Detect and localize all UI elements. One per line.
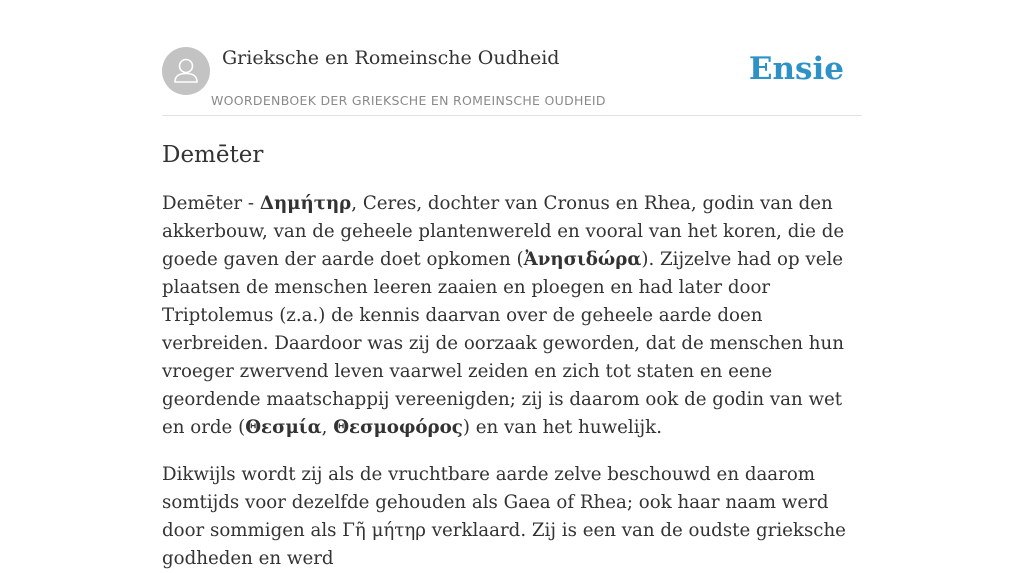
- greek-term: Δημήτηρ: [259, 193, 352, 214]
- brand-logo[interactable]: Ensie: [748, 51, 844, 87]
- paragraph-1: [162, 190, 862, 442]
- entry-title: Demēter: [162, 142, 264, 168]
- source-title[interactable]: Grieksche en Romeinsche Oudheid: [222, 47, 560, 69]
- entry-body: [162, 190, 862, 573]
- page: [162, 0, 862, 573]
- header: [162, 0, 862, 116]
- user-avatar-icon[interactable]: [162, 47, 210, 95]
- text-span: ). Zijzelve had op vele plaatsen de menschen leeren zaaien en ploegen en had later door Triptolemus (z.a.) de kennis daarvan over de geheele aarde doen verbreiden. Daardoor was zij de oorzaak geworden, dat de menschen hun vroeger zwervend leven vaarwel zeiden en zich tot staten en eene geordende maatschappij vereenigden; zij is daarom ook de godin van wet en orde (: [162, 249, 844, 438]
- greek-term: Θεσμοφόρος: [333, 417, 463, 438]
- text-span: , Ceres, dochter van Cronus en Rhea, godin van den akkerbouw, van de geheele plantenwereld en vooral van het koren, die de goede gaven der aarde doet opkomen (: [162, 193, 845, 270]
- text-span: ) en van het huwelijk.: [462, 417, 662, 438]
- source-subtitle[interactable]: WOORDENBOEK DER GRIEKSCHE EN ROMEINSCHE OUDHEID: [211, 93, 606, 108]
- text-span: ,: [321, 417, 334, 438]
- greek-term: Θεσμία: [245, 417, 322, 438]
- greek-term: Ἀνησιδώρα: [523, 249, 642, 270]
- paragraph-2: Dikwijls wordt zij als de vruchtbare aarde zelve beschouwd en daarom somtijds voor dezelfde gehouden als Gaea of Rhea; ook haar naam werd door sommigen als Γῆ μήτηρ verklaard. Zij is een van de oudste grieksche godheden en werd: [162, 464, 846, 569]
- text-span: Demēter -: [162, 193, 260, 214]
